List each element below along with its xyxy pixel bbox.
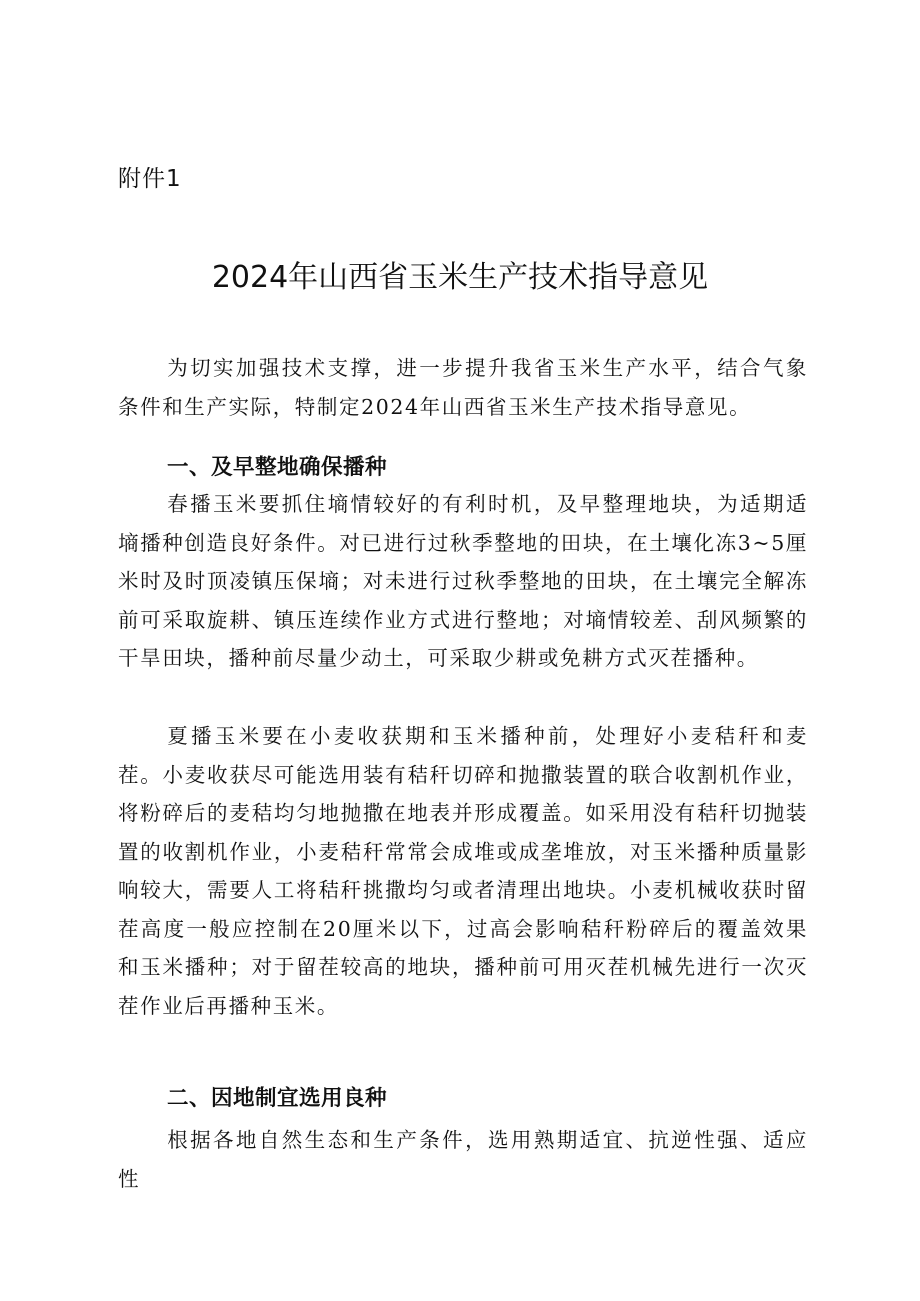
section-1-paragraph-1: 春播玉米要抓住墒情较好的有利时机，及早整理地块，为适期适墒播种创造良好条件。对已进行过秋季整地的田块，在土壤化冻3~5厘米时及时顶凌镇压保墒；对未进行过秋季整地的田块，在土壤完全解冻前可采取旋耕、镇压连续作业方式进行整地；对墒情较差、刮风频繁的干旱田块，播种前尽量少动土，可采取少耕或免耕方式灭茬播种。 (118, 492, 808, 670)
section-1-paragraph-2: 夏播玉米要在小麦收获期和玉米播种前，处理好小麦秸秆和麦茬。小麦收获尽可能选用装有秸秆切碎和抛撒装置的联合收割机作业，将粉碎后的麦秸均匀地抛撒在地表并形成覆盖。如采用没有秸秆切抛装置的收割机作业，小麦秸秆常常会成堆或成垄堆放，对玉米播种质量影响较大，需要人工将秸秆挑撒均匀或者清理出地块。小麦机械收获时留茬高度一般应控制在20厘米以下，过高会影响秸秆粉碎后的覆盖效果和玉米播种；对于留茬较高的地块，播种前可用灭茬机械先进行一次灭茬作业后再播种玉米。 (118, 724, 808, 1018)
section-heading-2: 二、因地制宜选用良种 (167, 1086, 388, 1111)
document-title: 2024年山西省玉米生产技术指导意见 (211, 260, 709, 295)
section-2-paragraph-1: 根据各地自然生态和生产条件，选用熟期适宜、抗逆性强、适应性 (118, 1128, 808, 1191)
intro-paragraph: 为切实加强技术支撑，进一步提升我省玉米生产水平，结合气象条件和生产实际，特制定2024年山西省玉米生产技术指导意见。 (118, 356, 808, 419)
attachment-label: 附件1 (118, 166, 182, 192)
section-heading-1: 一、及早整地确保播种 (167, 455, 388, 480)
